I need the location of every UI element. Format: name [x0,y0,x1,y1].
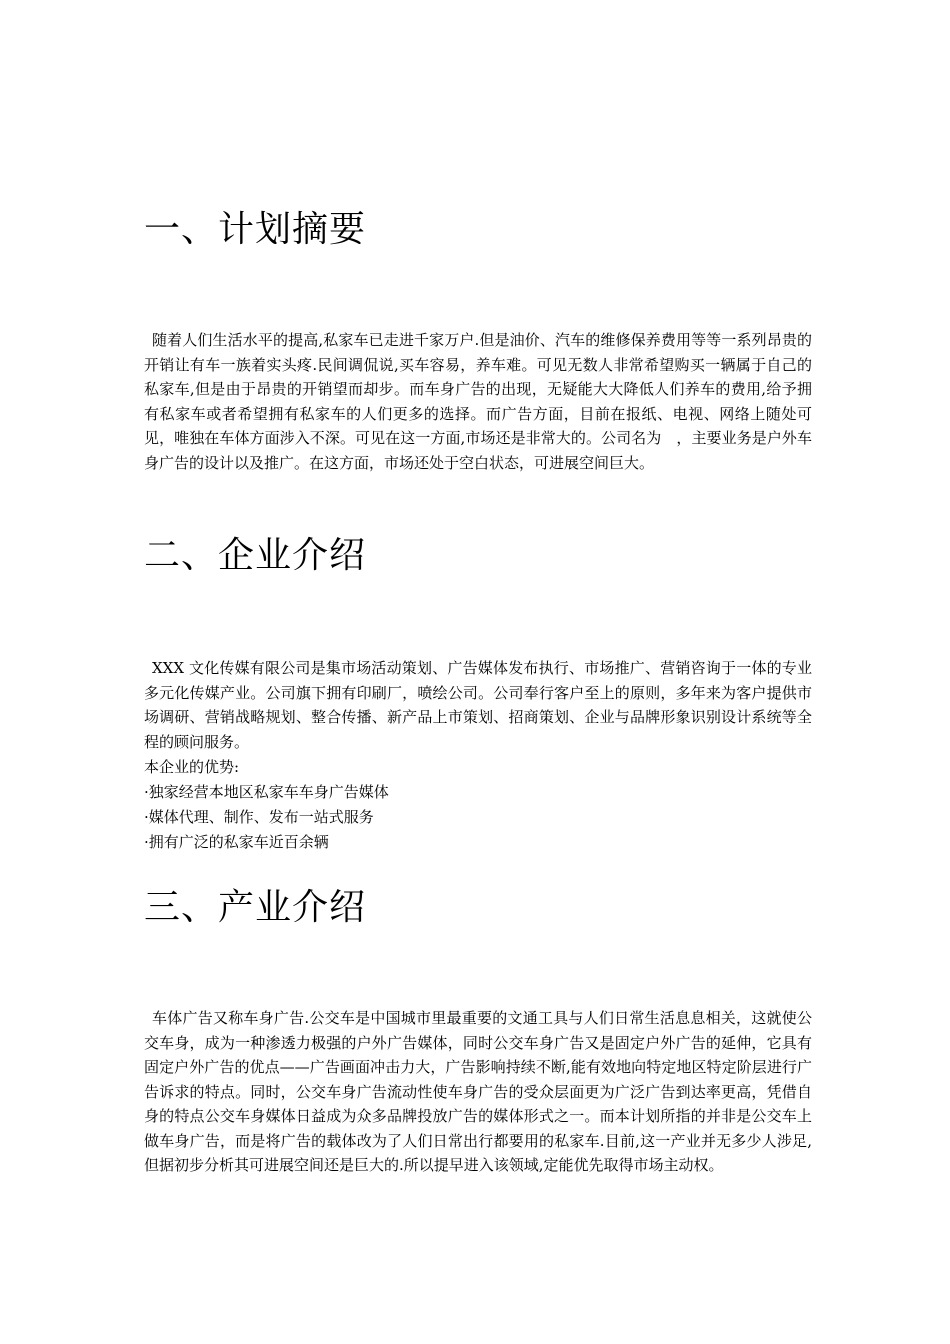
advantage-item: ·独家经营本地区私家车车身广告媒体 [144,783,389,801]
summary-paragraph: 随着人们生活水平的提高,私家车已走进千家万户.但是油价、汽车的维修保养费用等等一系列昂贵的开销让有车一族着实头疼.民间调侃说,买车容易，养车难。可见无数人非常希望购买一辆属于自己的私家车,但是由于昂贵的开销望而却步。而车身广告的出现，无疑能大大降低人们养车的费用,给予拥有私家车或者希望拥有私家车的人们更多的选择。而广告方面，目前在报纸、电视、网络上随处可见，唯独在车体方面涉入不深。可见在这一方面,市场还是非常大的。公司名为 ，主要业务是户外车身广告的设计以及推广。在这方面，市场还处于空白状态，可进展空间巨大。 [144,331,812,472]
section-heading-company: 二、企业介绍 [144,535,367,576]
company-paragraph: XXX 文化传媒有限公司是集市场活动策划、广告媒体发布执行、市场推广、营销咨询于一体的专业多元化传媒产业。公司旗下拥有印刷厂，喷绘公司。公司奉行客户至上的原则，多年来为客户提供市场调研、营销战略规划、整合传播、新产品上市策划、招商策划、企业与品牌形象识别设计系统等全程的顾问服务。 [144,659,812,751]
advantages-title: 本企业的优势: [144,758,240,776]
section-heading-summary: 一、计划摘要 [144,209,367,250]
advantage-item: ·拥有广泛的私家车近百余辆 [144,833,329,851]
section-heading-industry: 三、产业介绍 [144,887,367,928]
industry-paragraph: 车体广告又称车身广告.公交车是中国城市里最重要的文通工具与人们日常生活息息相关，这就使公交车身，成为一种渗透力极强的户外广告媒体，同时公交车身广告又是固定户外广告的延伸，它具有固定户外广告的优点——广告画面冲击力大，广告影响持续不断,能有效地向特定地区特定阶层进行广告诉求的特点。同时，公交车身广告流动性使车身广告的受众层面更为广泛广告到达率更高，凭借自身的特点公交车身媒体日益成为众多品牌投放广告的媒体形式之一。而本计划所指的并非是公交车上做车身广告，而是将广告的载体改为了人们日常出行都要用的私家车.目前,这一产业并无多少人涉足,但据初步分析其可进展空间还是巨大的.所以提早进入该领域,定能优先取得市场主动权。 [144,1009,812,1174]
advantage-item: ·媒体代理、制作、发布一站式服务 [144,808,374,826]
